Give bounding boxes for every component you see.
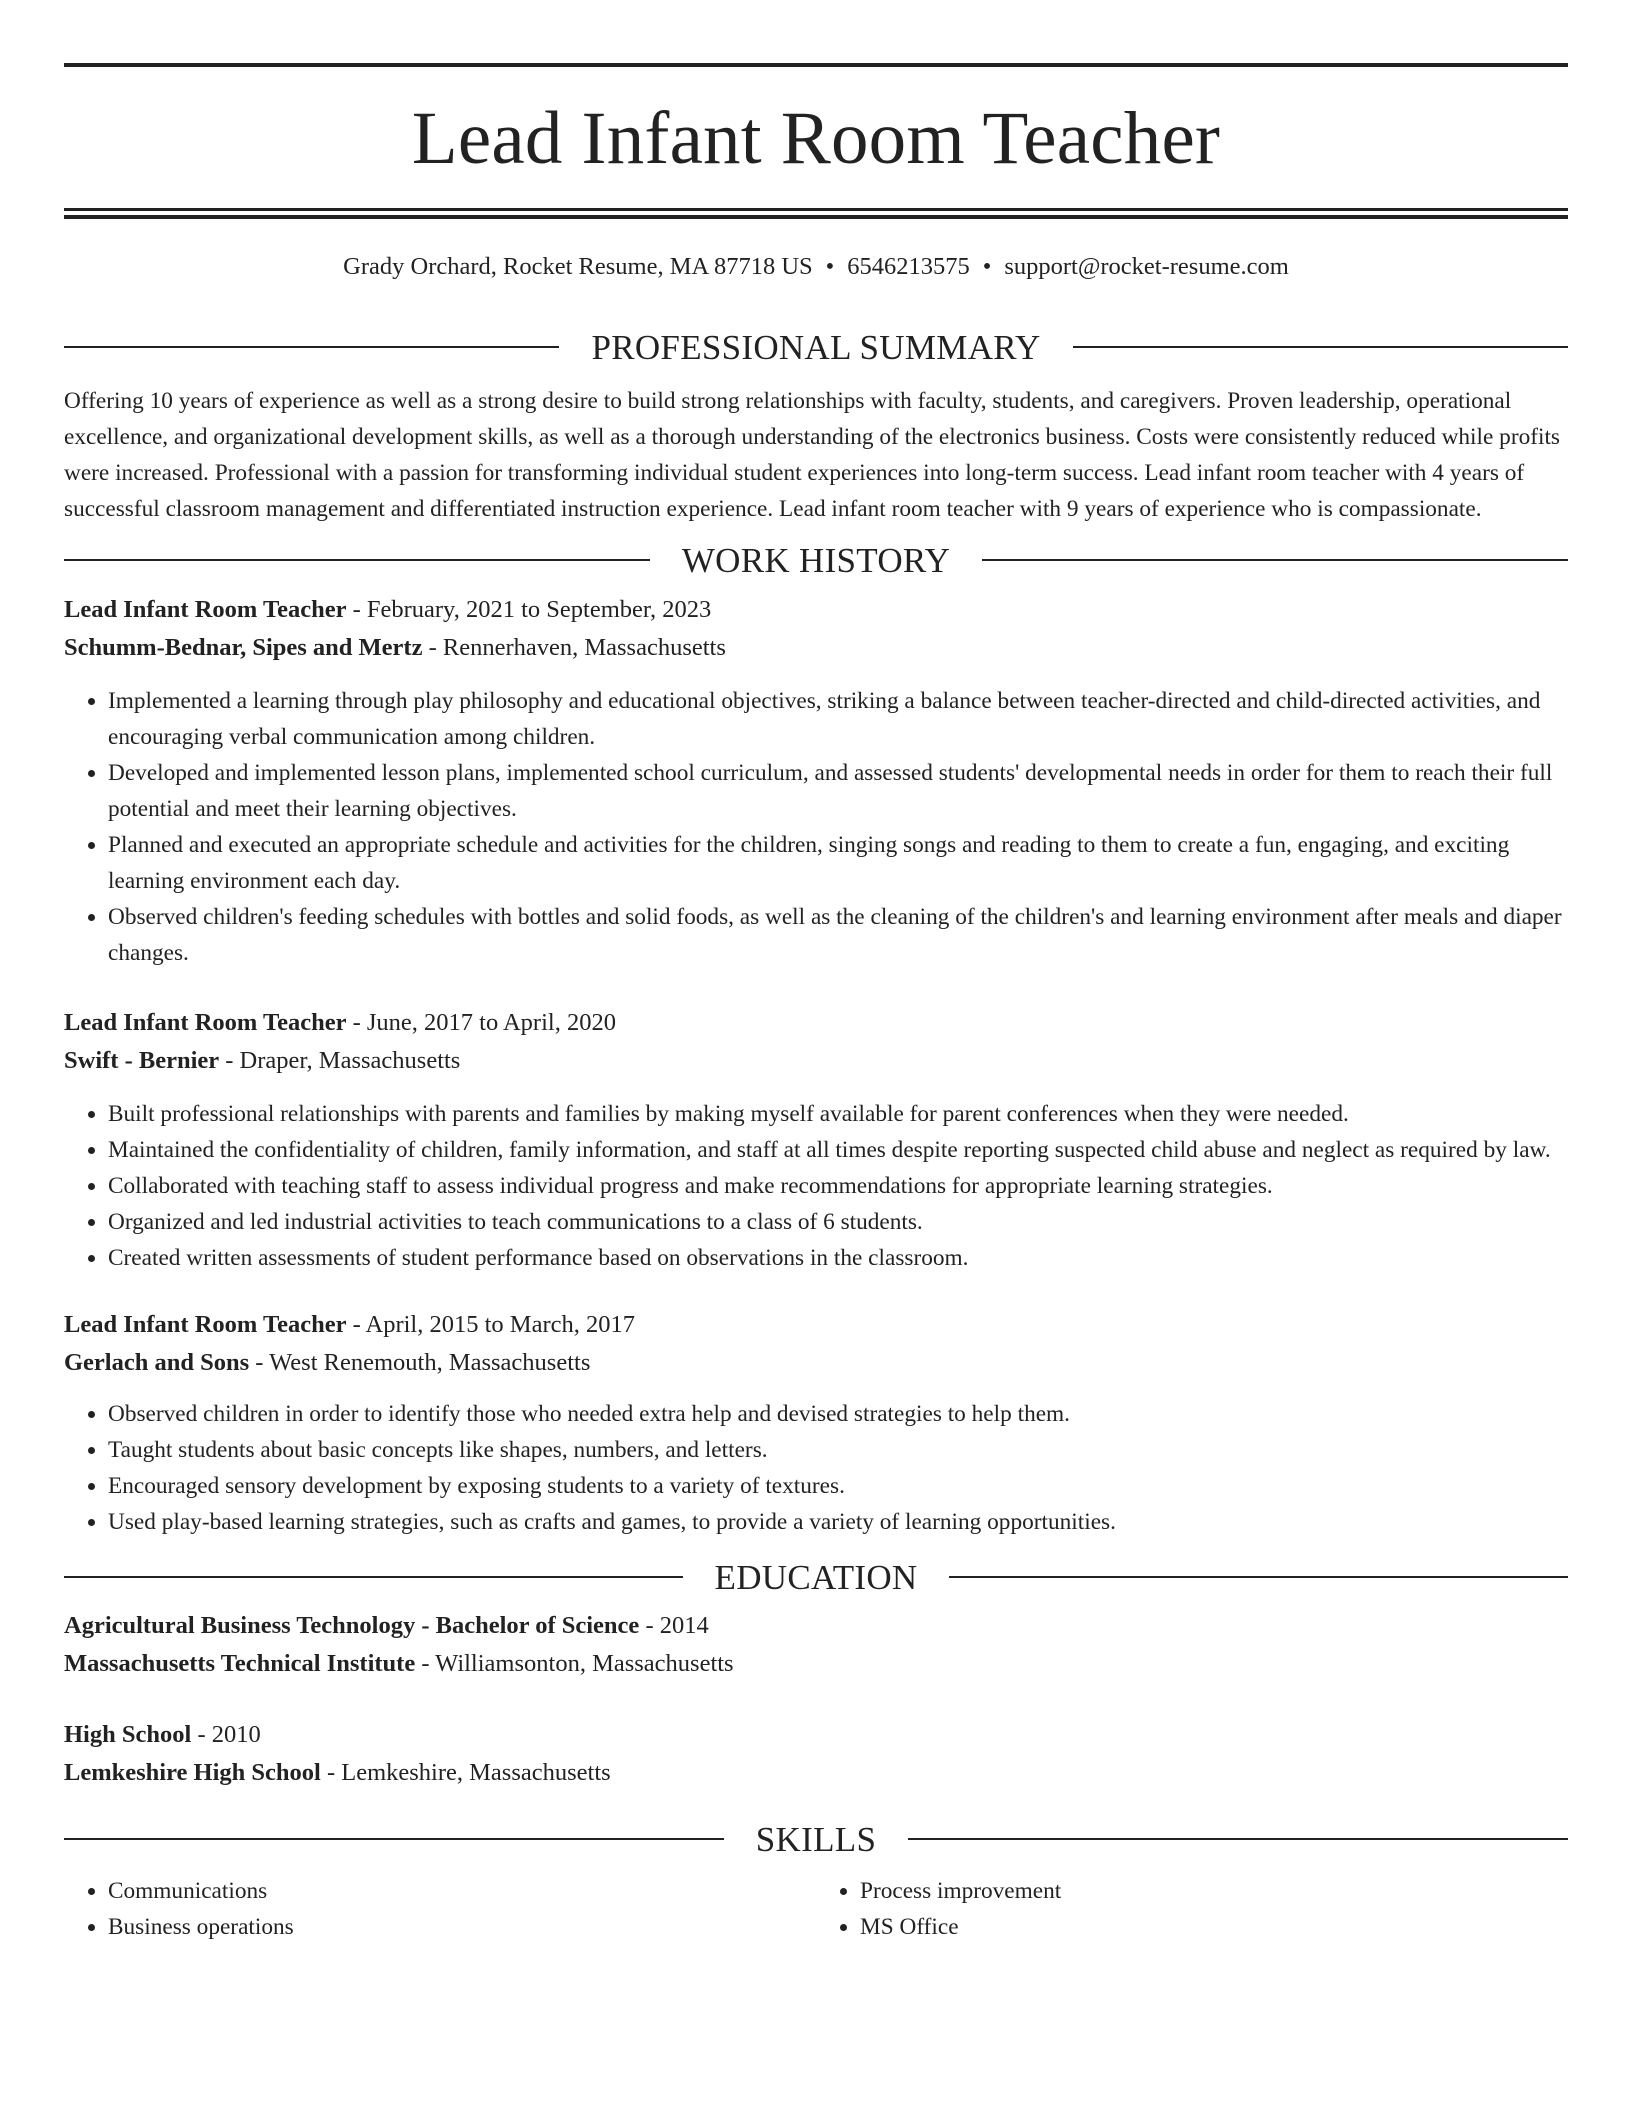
job-dates: - February, 2021 to September, 2023	[346, 595, 712, 623]
job-entry	[64, 1004, 1568, 1276]
list-item: • Created written assessments of student performance based on observations in the classroom.	[108, 1240, 1568, 1276]
contact-email: support@rocket-resume.com	[1004, 253, 1289, 280]
job-title: Lead Infant Room Teacher	[64, 1310, 347, 1338]
section-heading-skills	[64, 1819, 1568, 1859]
list-item: • Planned and executed an appropriate schedule and activities for the children, singing songs and reading to them to create a fun, engaging, and exciting learning environment each day.	[108, 827, 1568, 899]
section-title: PROFESSIONAL SUMMARY	[591, 327, 1041, 367]
job-title: Lead Infant Room Teacher	[64, 595, 347, 623]
list-item: • Implemented a learning through play philosophy and educational objectives, striking a balance between teacher-directed and child-directed activities, and encouraging verbal communication among children.	[108, 683, 1568, 755]
education-school-line	[64, 1645, 1568, 1683]
education-degree: High School	[64, 1720, 192, 1748]
education-year: - 2010	[191, 1720, 261, 1748]
job-bullets	[64, 683, 1568, 971]
education-year: - 2014	[639, 1611, 709, 1639]
section-title: SKILLS	[755, 1819, 877, 1859]
list-item: • Taught students about basic concepts like shapes, numbers, and letters.	[108, 1432, 1568, 1468]
heading-rule-right	[982, 559, 1568, 561]
job-dates: - April, 2015 to March, 2017	[346, 1310, 635, 1338]
education-school-line	[64, 1754, 1568, 1792]
list-item: • Developed and implemented lesson plans, implemented school curriculum, and assessed students' developmental needs in order for them to reach their full potential and meet their learning objectives.	[108, 755, 1568, 827]
education-location: - Lemkeshire, Massachusetts	[320, 1758, 611, 1786]
skill-item: • Communications	[108, 1873, 816, 1909]
education-degree-line	[64, 1716, 1568, 1754]
job-employer: Gerlach and Sons	[64, 1348, 250, 1376]
education-entry	[64, 1607, 1568, 1683]
job-location: - Rennerhaven, Massachusetts	[422, 633, 726, 661]
heading-rule-left	[64, 559, 650, 561]
heading-rule-right	[908, 1838, 1568, 1840]
title-double-rule	[64, 208, 1568, 219]
job-title-line	[64, 591, 1568, 629]
job-title-line	[64, 1306, 1568, 1344]
job-title: Lead Infant Room Teacher	[64, 1008, 347, 1036]
job-location: - West Renemouth, Massachusetts	[249, 1348, 591, 1376]
skills-list	[64, 1873, 1568, 1945]
list-item: • Observed children's feeding schedules with bottles and solid foods, as well as the cleaning of the children's and learning environment after meals and diaper changes.	[108, 899, 1568, 971]
job-employer-line	[64, 1042, 1568, 1080]
contact-address: Grady Orchard, Rocket Resume, MA 87718 US	[343, 253, 813, 280]
job-employer-line	[64, 629, 1568, 667]
contact-separator: •	[825, 253, 835, 280]
section-heading-education	[64, 1557, 1568, 1597]
list-item: • Maintained the confidentiality of children, family information, and staff at all times despite reporting suspected child abuse and neglect as required by law.	[108, 1132, 1568, 1168]
heading-rule-left	[64, 1838, 724, 1840]
list-item: • Built professional relationships with parents and families by making myself available for parent conferences when they were needed.	[108, 1096, 1568, 1132]
section-heading-summary	[64, 327, 1568, 367]
education-school: Massachusetts Technical Institute	[64, 1649, 416, 1677]
list-item: • Encouraged sensory development by exposing students to a variety of textures.	[108, 1468, 1568, 1504]
list-item: • Collaborated with teaching staff to assess individual progress and make recommendations for appropriate learning strategies.	[108, 1168, 1568, 1204]
job-entry	[64, 1306, 1568, 1540]
section-title: WORK HISTORY	[681, 540, 951, 580]
job-bullets	[64, 1396, 1568, 1540]
summary-text: Offering 10 years of experience as well as a strong desire to build strong relationships with faculty, students, and caregivers. Proven leadership, operational excellence, and organizational development skills, as well as a thorough understanding of the electronics business. Costs were consistently reduced while profits were increased. Professional with a passion for transforming individual student experiences into long-term success. Lead infant room teacher with 4 years of successful classroom management and differentiated instruction experience. Lead infant room teacher with 9 years of experience who is compassionate.	[64, 387, 1560, 522]
skill-item: • Process improvement	[860, 1873, 1568, 1909]
job-title-line	[64, 1004, 1568, 1042]
education-degree-line	[64, 1607, 1568, 1645]
job-entry	[64, 591, 1568, 971]
heading-rule-left	[64, 346, 559, 348]
heading-rule-right	[949, 1576, 1568, 1578]
top-rule	[64, 63, 1568, 67]
contact-phone: 6546213575	[847, 253, 970, 280]
list-item: • Observed children in order to identify those who needed extra help and devised strategies to help them.	[108, 1396, 1568, 1432]
contact-line	[64, 255, 1568, 280]
resume-title: Lead Infant Room Teacher	[411, 97, 1221, 180]
contact-separator: •	[982, 253, 992, 280]
section-title: EDUCATION	[714, 1557, 918, 1597]
heading-rule-right	[1073, 346, 1568, 348]
list-item: • Used play-based learning strategies, such as crafts and games, to provide a variety of learning opportunities.	[108, 1504, 1568, 1540]
job-employer: Swift - Bernier	[64, 1046, 220, 1074]
job-dates: - June, 2017 to April, 2020	[346, 1008, 616, 1036]
skills-column-right	[816, 1873, 1568, 1945]
education-location: - Williamsonton, Massachusetts	[415, 1649, 734, 1677]
job-employer-line	[64, 1344, 1568, 1382]
skill-item: • MS Office	[860, 1909, 1568, 1945]
job-employer: Schumm-Bednar, Sipes and Mertz	[64, 633, 423, 661]
education-school: Lemkeshire High School	[64, 1758, 321, 1786]
skills-column-left	[64, 1873, 816, 1945]
skill-item: • Business operations	[108, 1909, 816, 1945]
education-entry	[64, 1716, 1568, 1792]
education-degree: Agricultural Business Technology - Bachelor of Science	[64, 1611, 640, 1639]
heading-rule-left	[64, 1576, 683, 1578]
job-location: - Draper, Massachusetts	[219, 1046, 461, 1074]
section-heading-work-history	[64, 540, 1568, 580]
list-item: • Organized and led industrial activities to teach communications to a class of 6 students.	[108, 1204, 1568, 1240]
job-bullets	[64, 1096, 1568, 1276]
